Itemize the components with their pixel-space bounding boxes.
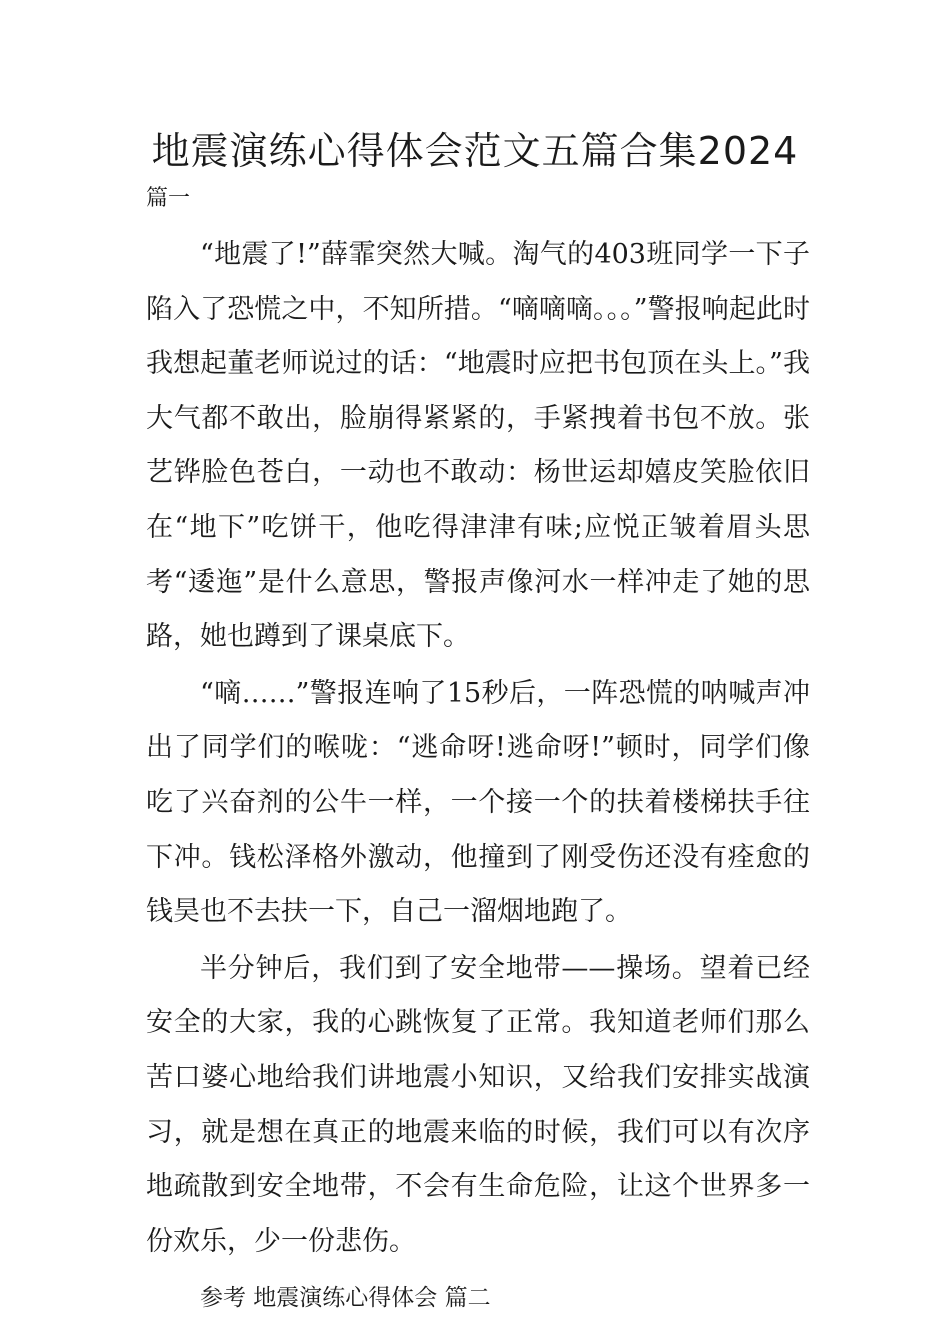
paragraph: “嘀……”警报连响了15秒后，一阵恐慌的呐喊声冲出了同学们的喉咙：“逃命呀!逃命呀!”顿时，同学们像吃了兴奋剂的公牛一样，一个接一个的扶着楼梯扶手往下冲。钱松泽格外激动，他撞到了刚受伤还没有痊愈的钱昊也不去扶一下，自己一溜烟地跑了。 <box>146 677 810 928</box>
section-reference-line: 参考 地震演练心得体会 篇二 <box>200 1285 491 1312</box>
section-label: 篇一 <box>146 186 191 211</box>
paragraph: 半分钟后，我们到了安全地带——操场。望着已经安全的大家，我的心跳恢复了正常。我知道老师们那么苦口婆心地给我们讲地震小知识，又给我们安排实战演习，就是想在真正的地震来临的时候，我们可以有次序地疏散到安全地带，不会有生命危险，让这个世界多一份欢乐，少一份悲伤。 <box>146 952 810 1257</box>
document-body <box>146 228 810 1325</box>
paragraph: “地震了!”薛霏突然大喊。淘气的403班同学一下子陷入了恐慌之中，不知所措。“嘀嘀嘀。。。”警报响起此时我想起董老师说过的话：“地震时应把书包顶在头上。”我大气都不敢出，脸崩得紧紧的，手紧拽着书包不放。张艺铧脸色苍白，一动也不敢动：杨世运却嬉皮笑脸依旧在“地下”吃饼干，他吃得津津有味;应悦正皱着眉头思考“逶迤”是什么意思，警报声像河水一样冲走了她的思路，她也蹲到了课桌底下。 <box>146 239 810 653</box>
document-title: 地震演练心得体会范文五篇合集2024 <box>151 129 799 173</box>
